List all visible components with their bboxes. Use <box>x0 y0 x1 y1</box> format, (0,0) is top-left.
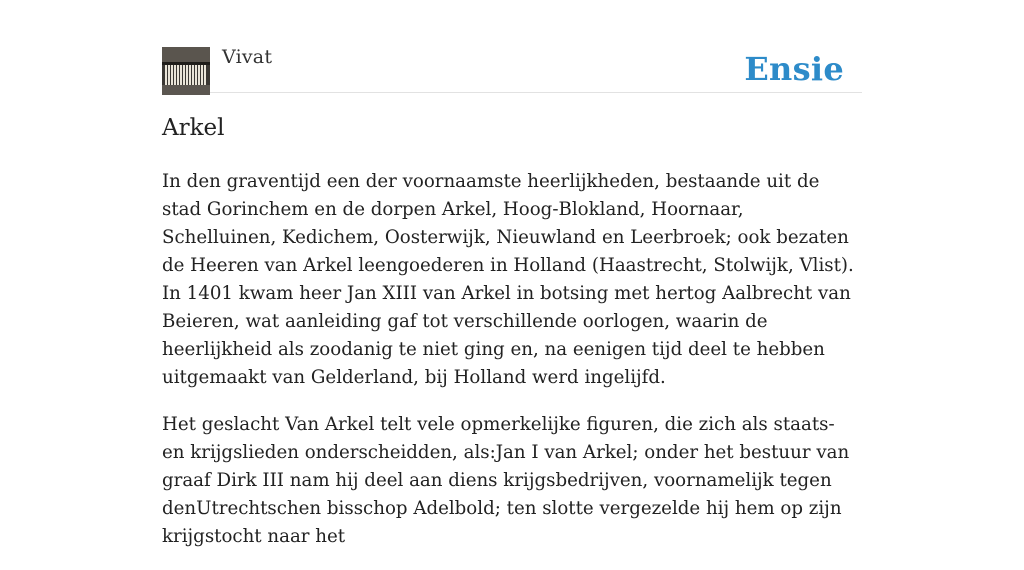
author-avatar[interactable] <box>162 47 210 95</box>
article-paragraph: Het geslacht Van Arkel telt vele opmerkelijke figuren, die zich als staats- en krijgslieden onderscheidden, als:Jan I van Arkel; onder het bestuur van graaf Dirk III nam hij deel aan diens krijgsbedrijven, voornamelijk tegen denUtrechtschen bisschop Adelbold; ten slotte vergezelde hij hem op zijn krijgstocht naar het <box>162 414 850 547</box>
article-body <box>162 168 862 570</box>
brand-logo[interactable]: Ensie <box>744 50 844 88</box>
header <box>162 0 862 93</box>
author-name[interactable]: Vivat <box>222 46 273 68</box>
article-paragraph: In den graventijd een der voornaamste heerlijkheden, bestaande uit de stad Gorinchem en de dorpen Arkel, Hoog-Blokland, Hoornaar, Schelluinen, Kedichem, Oosterwijk, Nieuwland en Leerbroek; ook bezaten de Heeren van Arkel leengoederen in Holland (Haastrecht, Stolwijk, Vlist). In 1401 kwam heer Jan XIII van Arkel in botsing met hertog Aalbrecht van Beieren, wat aanleiding gaf tot verschillende oorlogen, waarin de heerlijkheid als zoodanig te niet ging en, na eenigen tijd deel te hebben uitgemaakt van Gelderland, bij Holland werd ingelijfd. <box>162 171 854 388</box>
page <box>162 0 862 547</box>
bookshelf-avatar-icon <box>162 47 210 95</box>
article-title: Arkel <box>162 115 225 141</box>
